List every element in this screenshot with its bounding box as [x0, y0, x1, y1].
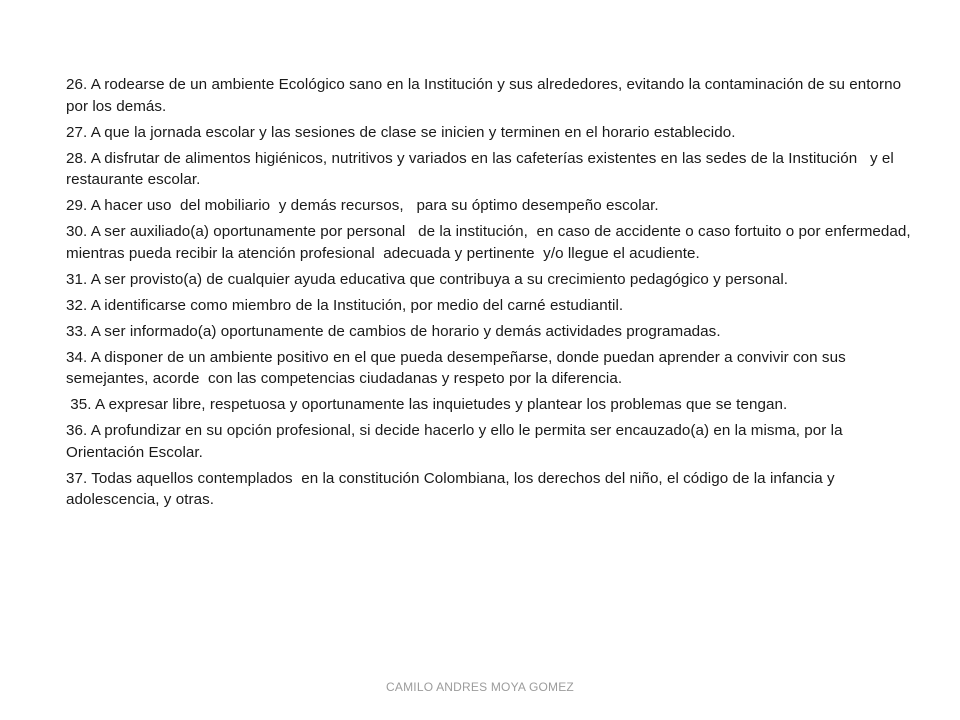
rights-list: [66, 74, 914, 515]
right-item-29: 29. A hacer uso del mobiliario y demás recursos, para su óptimo desempeño escolar.: [66, 197, 659, 214]
right-item-26: 26. A rodearse de un ambiente Ecológico sano en la Institución y sus alrededores, evitando la contaminación de su entorno por los demás.: [66, 76, 906, 115]
right-item-33: 33. A ser informado(a) oportunamente de cambios de horario y demás actividades programadas.: [66, 322, 721, 340]
right-item-27: 27. A que la jornada escolar y las sesiones de clase se inicien y terminen en el horario establecido.: [66, 123, 736, 141]
right-item-36: 36. A profundizar en su opción profesional, si decide hacerlo y ello le permita ser encauzado(a) en la misma, por la Orientación Escolar.: [66, 422, 847, 461]
right-item-32: 32. A identificarse como miembro de la Institución, por medio del carné estudiantil.: [66, 296, 624, 314]
right-item-34: 34. A disponer de un ambiente positivo en el que pueda desempeñarse, donde puedan aprender a convivir con sus semejantes, acorde con las competencias ciudadanas y respeto por la diferencia.: [66, 348, 850, 387]
right-item-35: 35. A expresar libre, respetuosa y oportunamente las inquietudes y plantear los problemas que se tengan.: [66, 396, 788, 413]
right-item-37: 37. Todas aquellos contemplados en la constitución Colombiana, los derechos del niño, el código de la infancia y adolescencia, y otras.: [66, 469, 839, 508]
right-item-30: 30. A ser auxiliado(a) oportunamente por personal de la institución, en caso de accidente o caso fortuito o por enfermedad, mientras pueda recibir la atención profesional adecuada y pertinente y/o llegue el acudiente.: [66, 223, 915, 262]
right-item-31: 31. A ser provisto(a) de cualquier ayuda educativa que contribuya a su crecimiento pedagógico y personal.: [66, 270, 789, 288]
right-item-28: 28. A disfrutar de alimentos higiénicos, nutritivos y variados en las cafeterías existentes en las sedes de la Institución y el restaurante escolar.: [66, 149, 899, 188]
footer-author: CAMILO ANDRES MOYA GOMEZ: [386, 680, 574, 694]
